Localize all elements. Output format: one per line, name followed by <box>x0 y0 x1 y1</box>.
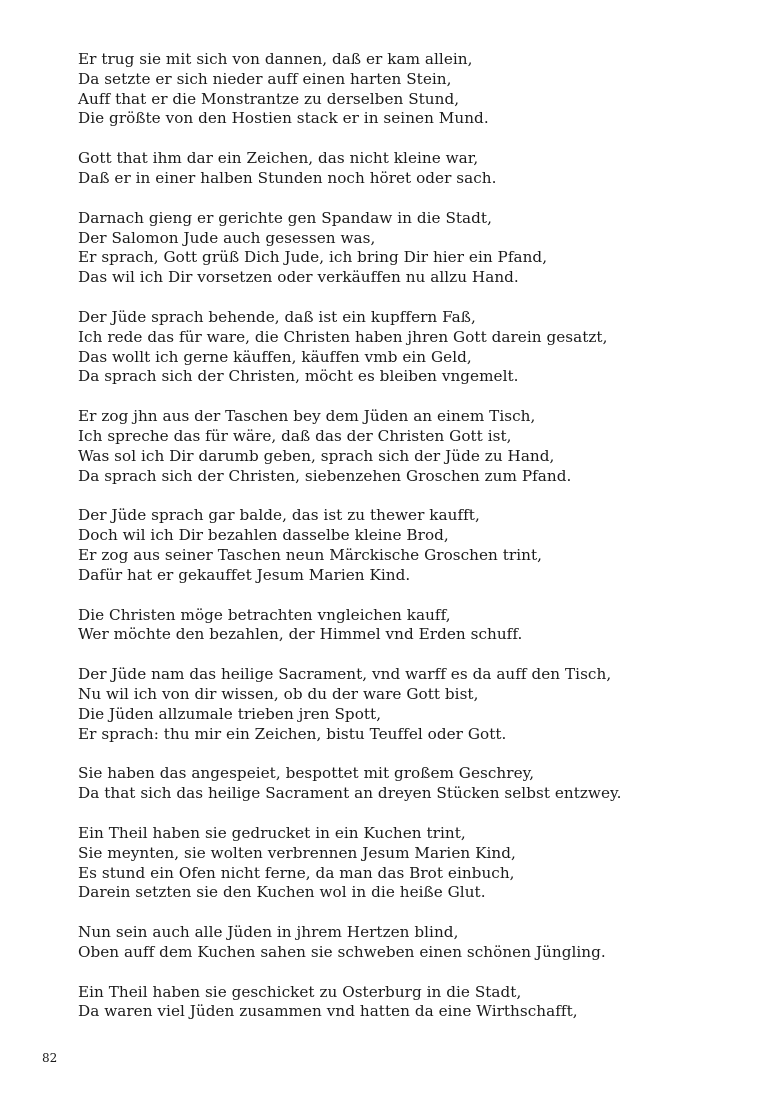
verse-line: Das wil ich Dir vorsetzen oder verkäuffen nu allzu Hand. <box>78 268 519 287</box>
verse-line: Ich spreche das für wäre, daß das der Christen Gott ist, <box>78 426 512 445</box>
verse-line: Die Jüden allzumale trieben jren Spott, <box>78 704 382 723</box>
verse-line: Ein Theil haben sie geschicket zu Osterburg in die Stadt, <box>78 982 522 1001</box>
verse-line: Oben auff dem Kuchen sahen sie schweben einen schönen Jüngling. <box>78 942 606 961</box>
verse-line: Wer möchte den bezahlen, der Himmel vnd Erden schuff. <box>78 625 523 644</box>
stanza <box>78 764 758 804</box>
verse-line: Ein Theil haben sie gedrucket in ein Kuchen trint, <box>78 823 466 842</box>
verse-line: Ich rede das für ware, die Christen haben jhren Gott darein gesatzt, <box>78 327 608 346</box>
verse-line: Dafür hat er gekauffet Jesum Marien Kind. <box>78 565 411 584</box>
verse-line: Er trug sie mit sich von dannen, daß er kam allein, <box>78 50 473 68</box>
stanza <box>78 149 758 189</box>
verse-line: Darnach gieng er gerichte gen Spandaw in die Stadt, <box>78 208 492 227</box>
verse-line: Darein setzten sie den Kuchen wol in die heiße Glut. <box>78 883 486 902</box>
stanza <box>78 506 758 585</box>
verse-line: Es stund ein Ofen nicht ferne, da man das Brot einbuch, <box>78 863 515 882</box>
verse-line: Er zog aus seiner Taschen neun Märckische Groschen trint, <box>78 545 542 564</box>
verse-line: Auff that er die Monstrantze zu derselben Stund, <box>78 89 460 108</box>
stanza <box>78 209 758 288</box>
verse-line: Da setzte er sich nieder auff einen harten Stein, <box>78 69 452 88</box>
stanza <box>78 665 758 744</box>
verse-line: Da waren viel Jüden zusammen vnd hatten da eine Wirthschafft, <box>78 1002 578 1021</box>
verse-line: Er sprach, Gott grüß Dich Jude, ich bring Dir hier ein Pfand, <box>78 248 548 267</box>
stanza <box>78 407 758 486</box>
verse-line: Die Christen möge betrachten vngleichen kauff, <box>78 605 451 624</box>
stanza <box>78 824 758 903</box>
stanza <box>78 923 758 963</box>
verse-line: Gott that ihm dar ein Zeichen, das nicht kleine war, <box>78 149 479 168</box>
verse-line: Der Salomon Jude auch gesessen was, <box>78 228 376 247</box>
stanza <box>78 50 758 129</box>
verse-line: Sie haben das angespeiet, bespottet mit großem Geschrey, <box>78 764 535 783</box>
verse-line: Er sprach: thu mir ein Zeichen, bistu Teuffel oder Gott. <box>78 724 507 743</box>
verse-line: Das wollt ich gerne käuffen, käuffen vmb ein Geld, <box>78 347 472 366</box>
stanza <box>78 606 758 646</box>
verse-line: Der Jüde sprach gar balde, das ist zu thewer kaufft, <box>78 506 480 525</box>
verse-line: Sie meynten, sie wolten verbrennen Jesum Marien Kind, <box>78 843 516 862</box>
verse-line: Der Jüde sprach behende, daß ist ein kupffern Faß, <box>78 307 476 326</box>
verse-line: Der Jüde nam das heilige Sacrament, vnd warff es da auff den Tisch, <box>78 665 612 684</box>
verse-line: Die größte von den Hostien stack er in seinen Mund. <box>78 109 489 128</box>
verse-line: Nu wil ich von dir wissen, ob du der ware Gott bist, <box>78 684 479 703</box>
verse-line: Er zog jhn aus der Taschen bey dem Jüden an einem Tisch, <box>78 407 536 426</box>
verse-line: Da that sich das heilige Sacrament an dreyen Stücken selbst entzwey. <box>78 784 622 803</box>
stanza <box>78 308 758 387</box>
verse-line: Was sol ich Dir darumb geben, sprach sich der Jüde zu Hand, <box>78 446 555 465</box>
verse-line: Da sprach sich der Christen, siebenzehen Groschen zum Pfand. <box>78 466 572 485</box>
verse-line: Doch wil ich Dir bezahlen dasselbe kleine Brod, <box>78 526 449 545</box>
stanza <box>78 983 758 1023</box>
verse-line: Daß er in einer halben Stunden noch höret oder sach. <box>78 168 497 187</box>
poem-body <box>78 50 758 1042</box>
page-number: 82 <box>42 1051 58 1065</box>
verse-line: Da sprach sich der Christen, möcht es bleiben vngemelt. <box>78 367 519 386</box>
verse-line: Nun sein auch alle Jüden in jhrem Hertzen blind, <box>78 923 459 942</box>
